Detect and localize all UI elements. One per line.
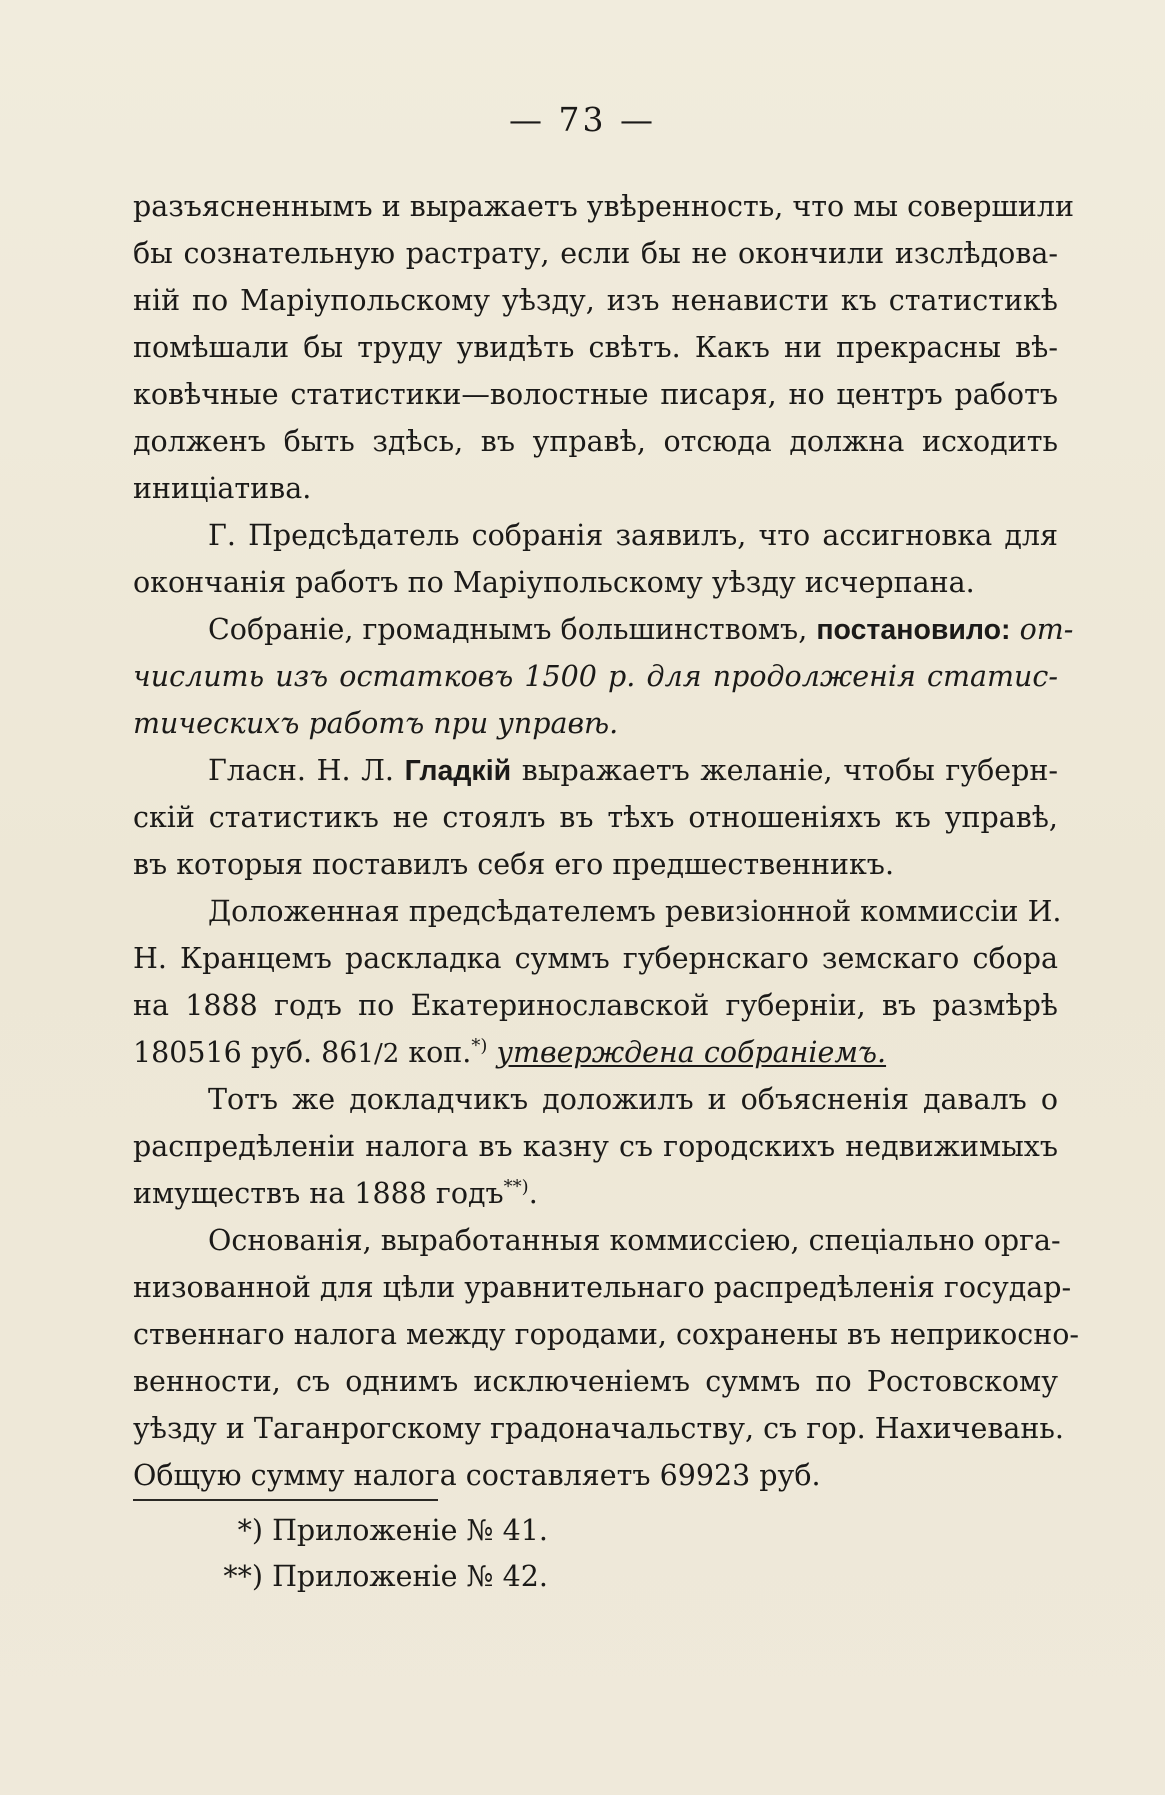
text-line: разъясненнымъ и выражаетъ увѣренность, что мы совершили	[133, 190, 1075, 223]
text-line	[133, 747, 1058, 794]
resolution-keyword: постановило:	[816, 614, 1011, 646]
fraction: 1/2	[357, 1039, 400, 1069]
text-line: ній по Маріупольскому уѣзду, изъ ненависти къ статистикѣ	[133, 284, 1058, 317]
text-line: бы сознательную растрату, если бы не окончили изслѣдова-	[133, 237, 1058, 270]
footnote-rule	[133, 1499, 438, 1501]
text-line: скій статистикъ не стоялъ въ тѣхъ отношеніяхъ къ управѣ,	[133, 801, 1058, 834]
text-line: на 1888 годъ по Екатеринославской губерніи, въ размѣрѣ	[133, 989, 1058, 1022]
text-span: выражаетъ желаніе, чтобы губерн-	[521, 754, 1059, 787]
text-line	[133, 1170, 1058, 1217]
text-line: уѣзду и Таганрогскому градоначальству, съ гор. Нахичевань.	[133, 1412, 1064, 1445]
page-number: — 73 —	[509, 100, 656, 139]
footnote-mark: *)	[237, 1514, 263, 1547]
text-line: иниціатива.	[133, 472, 312, 505]
resolution-text: от-	[1019, 613, 1074, 646]
speaker-name: Гладкій	[404, 755, 512, 787]
resolution-text-line: числить изъ остатковъ 1500 р. для продолженія статис-	[133, 660, 1058, 693]
text-line: долженъ быть здѣсь, въ управѣ, отсюда должна исходить	[133, 425, 1058, 458]
text-span: Собраніе, громаднымъ большинствомъ,	[208, 613, 808, 646]
footnote-ref: **)	[503, 1176, 529, 1198]
page-body	[133, 183, 1080, 1499]
text-span: коп.	[408, 1036, 472, 1069]
resolution-text: утверждена собраніемъ.	[496, 1036, 887, 1069]
text-line: венности, съ однимъ исключеніемъ суммъ по Ростовскому	[133, 1365, 1058, 1398]
resolution-text-line: тическихъ работъ при управѣ.	[133, 707, 619, 740]
text-span: Гласн. Н. Л.	[208, 754, 394, 787]
text-line: Доложенная предсѣдателемъ ревизіонной коммиссіи И.	[208, 895, 1062, 928]
footnote	[133, 1508, 548, 1554]
text-line	[133, 1029, 1058, 1076]
text-line: въ которыя поставилъ себя его предшественникъ.	[133, 848, 894, 881]
text-span: имуществъ на 1888 годъ	[133, 1177, 504, 1210]
footnotes	[133, 1508, 548, 1600]
text-line: Тотъ же докладчикъ доложилъ и объясненія давалъ о	[208, 1083, 1058, 1116]
text-line: Г. Предсѣдатель собранія заявилъ, что ассигновка для	[208, 519, 1058, 552]
footnote-text: Приложеніе № 41.	[272, 1514, 548, 1547]
amount-text: 180516 руб. 86	[133, 1036, 358, 1069]
text-line: ственнаго налога между городами, сохранены въ неприкосно-	[133, 1318, 1080, 1351]
footnote-mark: **)	[223, 1560, 263, 1593]
footnote	[133, 1554, 548, 1600]
text-span: .	[528, 1177, 538, 1210]
text-line: помѣшали бы труду увидѣть свѣтъ. Какъ ни прекрасны вѣ-	[133, 331, 1058, 364]
text-line: распредѣленіи налога въ казну съ городскихъ недвижимыхъ	[133, 1130, 1058, 1163]
text-line: Общую сумму налога составляетъ 69923 руб.	[133, 1459, 821, 1492]
footnote-ref: *)	[471, 1035, 488, 1057]
footnote-text: Приложеніе № 42.	[272, 1560, 548, 1593]
text-line: Основанія, выработанныя коммиссіею, спеціально орга-	[208, 1224, 1061, 1257]
text-line: Н. Кранцемъ раскладка суммъ губернскаго земскаго сбора	[133, 942, 1058, 975]
resolution-line	[133, 606, 1074, 653]
text-line: ковѣчные статистики—волостные писаря, но центръ работъ	[133, 378, 1058, 411]
text-line: низованной для цѣли уравнительнаго распредѣленія государ-	[133, 1271, 1072, 1304]
text-line: окончанія работъ по Маріупольскому уѣзду исчерпана.	[133, 566, 975, 599]
